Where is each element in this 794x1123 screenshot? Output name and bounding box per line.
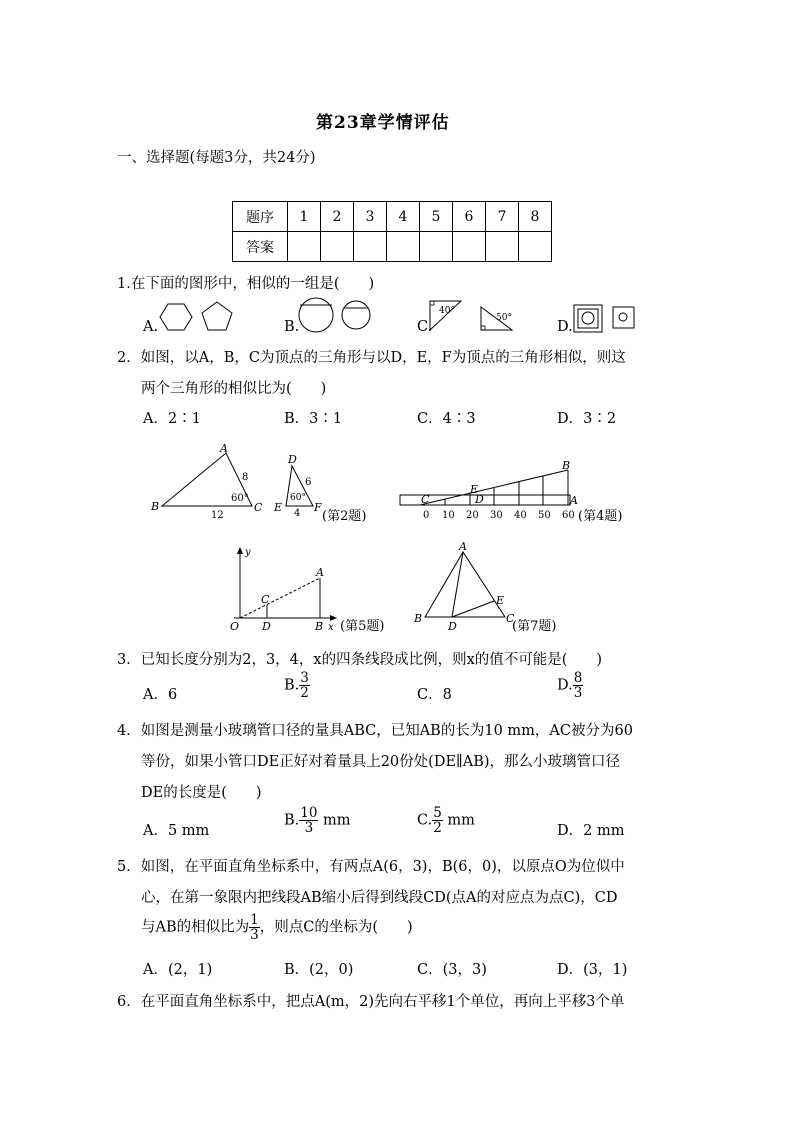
x-axis-label: x	[328, 622, 334, 633]
question-2-line-1: 2．如图，以A，B，C为顶点的三角形与以D，E，F为顶点的三角形相似，则这	[117, 350, 626, 366]
tick-label: 10	[442, 510, 455, 521]
fraction-numerator: 5	[433, 805, 442, 821]
point-a-label: A	[459, 540, 467, 553]
tick-label: 60	[562, 510, 575, 521]
fraction	[432, 806, 443, 835]
fraction-denominator: 3	[304, 820, 314, 837]
answer-cell-2[interactable]	[321, 232, 354, 262]
angle-e-label: 60°	[290, 493, 306, 503]
q3-option-b	[284, 671, 310, 700]
text-segment: 与AB的相似比为	[141, 919, 250, 936]
angle-c-label: 60°	[231, 493, 249, 504]
figure-2-caption: (第2题)	[322, 509, 367, 524]
origin-label: O	[230, 620, 240, 633]
q2-option-a: A．2∶1	[143, 411, 201, 427]
fraction-denominator: 2	[300, 685, 309, 702]
point-c-label: C	[421, 493, 430, 506]
point-f-label: F	[314, 501, 322, 514]
point-b-label: B	[562, 459, 571, 472]
q3-option-d	[557, 671, 583, 700]
table-cell: 1	[288, 202, 321, 232]
point-d-label: D	[448, 620, 457, 633]
point-b-label: B	[151, 500, 160, 513]
answer-cell-4[interactable]	[387, 232, 420, 262]
tick-label: 50	[538, 510, 551, 521]
square-2	[613, 307, 634, 328]
table-cell: 4	[387, 202, 420, 232]
q1-option-b-label: B.	[284, 319, 300, 335]
point-a-label: A	[570, 494, 578, 507]
question-4-line-1: 4．如图是测量小玻璃管口径的量具ABC，已知AB的长为10 mm，AC被分为60	[117, 723, 633, 739]
point-d-label: D	[288, 453, 297, 466]
side-ac-label: 8	[242, 472, 249, 483]
q4-option-a: A．5 mm	[143, 823, 210, 839]
fraction-denominator: 3	[573, 685, 583, 702]
question-4-line-2: 等份，如果小管口DE正好对着量具上20份处(DE∥AB)，那么小玻璃管口径	[141, 754, 621, 770]
tick-label: 20	[466, 510, 479, 521]
option-unit: mm	[318, 812, 351, 829]
point-c-label: C	[261, 593, 270, 606]
table-row	[233, 232, 552, 262]
figure-q2-q4	[0, 430, 794, 530]
tick-label: 30	[490, 510, 503, 521]
triangle-abc-q7	[425, 552, 505, 617]
point-e-label: E	[470, 483, 479, 496]
q3-option-a: A．6	[143, 687, 178, 703]
question-6-line-1: 6．在平面直角坐标系中，把点A(m，2)先向右平移1个单位，再向上平移3个单	[117, 994, 625, 1010]
table-cell: 7	[486, 202, 519, 232]
point-c-label: C	[254, 501, 263, 514]
figure-7-caption: (第7题)	[512, 619, 557, 634]
table-cell: 2	[321, 202, 354, 232]
figure-4-caption: (第4题)	[578, 509, 623, 524]
page-title: 第23章学情评估	[316, 113, 450, 133]
point-a-label: A	[220, 442, 228, 455]
fraction	[299, 806, 318, 835]
option-prefix: B.	[284, 677, 300, 694]
q1-option-c-label: C.	[417, 319, 433, 335]
point-b-label: B	[414, 612, 423, 625]
hexagon-shape	[160, 304, 192, 330]
fraction	[299, 671, 310, 700]
option-prefix: C.	[417, 812, 433, 829]
side-ef-label: 4	[294, 508, 301, 519]
table-cell: 5	[420, 202, 453, 232]
question-1-stem: 1.在下面的图形中，相似的一组是( )	[117, 276, 375, 292]
answer-cell-8[interactable]	[519, 232, 552, 262]
point-e-label: E	[274, 501, 283, 514]
q1-figures	[0, 290, 794, 340]
q4-option-d: D．2 mm	[557, 823, 625, 839]
table-cell: 题序	[233, 202, 288, 232]
q5-option-b: B．(2，0)	[284, 962, 354, 978]
q1-option-d-label: D.	[557, 319, 573, 335]
fraction	[573, 671, 584, 700]
side-bc-label: 12	[211, 510, 224, 521]
point-e-label: E	[496, 594, 505, 607]
q2-option-d: D．3∶2	[557, 411, 617, 427]
fraction-numerator: 1	[250, 912, 259, 928]
question-3-stem: 3．已知长度分别为2，3，4，x的四条线段成比例，则x的值不可能是( )	[117, 652, 603, 668]
fraction-numerator: 3	[300, 670, 309, 686]
fraction-denominator: 2	[433, 820, 442, 837]
question-5-line-1: 5．如图，在平面直角坐标系中，有两点A(6，3)，B(6，0)，以原点O为位似中	[117, 859, 625, 875]
q2-option-b: B．3∶1	[284, 411, 343, 427]
small-circle	[342, 301, 370, 329]
point-b-label: B	[315, 620, 324, 633]
point-c-label: C	[506, 612, 515, 625]
y-axis-label: y	[245, 547, 251, 558]
angle-label-50: 50°	[496, 313, 512, 323]
question-5-line-2: 心，在第一象限内把线段AB缩小后得到线段CD(点A的对应点为点C)，CD	[141, 890, 618, 906]
angle-label-40: 40°	[439, 306, 455, 316]
side-df-label: 6	[305, 477, 312, 488]
answer-cell-3[interactable]	[354, 232, 387, 262]
figure-q5-q7	[0, 535, 794, 640]
large-circle	[299, 298, 333, 332]
answer-cell-1[interactable]	[288, 232, 321, 262]
tick-label: 0	[423, 510, 430, 521]
section-heading: 一、选择题(每题3分，共24分)	[117, 150, 316, 166]
fraction-denominator: 3	[250, 927, 259, 944]
table-cell: 8	[519, 202, 552, 232]
q4-option-b	[284, 806, 351, 835]
q5-option-d: D．(3，1)	[557, 962, 628, 978]
q1-option-a-label: A.	[143, 319, 159, 335]
q2-option-c: C．4∶3	[417, 411, 476, 427]
point-d-label: D	[475, 493, 484, 506]
table-cell: 3	[354, 202, 387, 232]
point-a-label: A	[316, 566, 324, 579]
pentagon-shape	[202, 302, 232, 330]
tick-label: 40	[514, 510, 527, 521]
point-d-label: D	[262, 620, 271, 633]
q3-option-c: C．8	[417, 687, 452, 703]
figure-5-caption: (第5题)	[340, 619, 385, 634]
option-prefix: D.	[557, 677, 573, 694]
answer-cell-5[interactable]	[420, 232, 453, 262]
question-4-line-3: DE的长度是( )	[141, 785, 262, 801]
table-cell: 6	[453, 202, 486, 232]
fraction-numerator: 10	[300, 805, 318, 821]
fraction	[249, 913, 260, 942]
answer-cell-7[interactable]	[486, 232, 519, 262]
q5-option-a: A．(2，1)	[143, 962, 213, 978]
fraction-numerator: 8	[573, 670, 583, 686]
text-segment: ，则点C的坐标为( )	[259, 919, 413, 936]
question-2-line-2: 两个三角形的相似比为( )	[141, 381, 327, 397]
answer-table	[232, 201, 552, 262]
table-cell: 答案	[233, 232, 288, 262]
option-unit: mm	[442, 812, 475, 829]
question-5-line-3	[141, 913, 413, 942]
table-row	[233, 202, 552, 232]
option-prefix: B.	[284, 812, 300, 829]
q5-option-c: C．(3，3)	[417, 962, 487, 978]
answer-cell-6[interactable]	[453, 232, 486, 262]
q4-option-c	[417, 806, 475, 835]
